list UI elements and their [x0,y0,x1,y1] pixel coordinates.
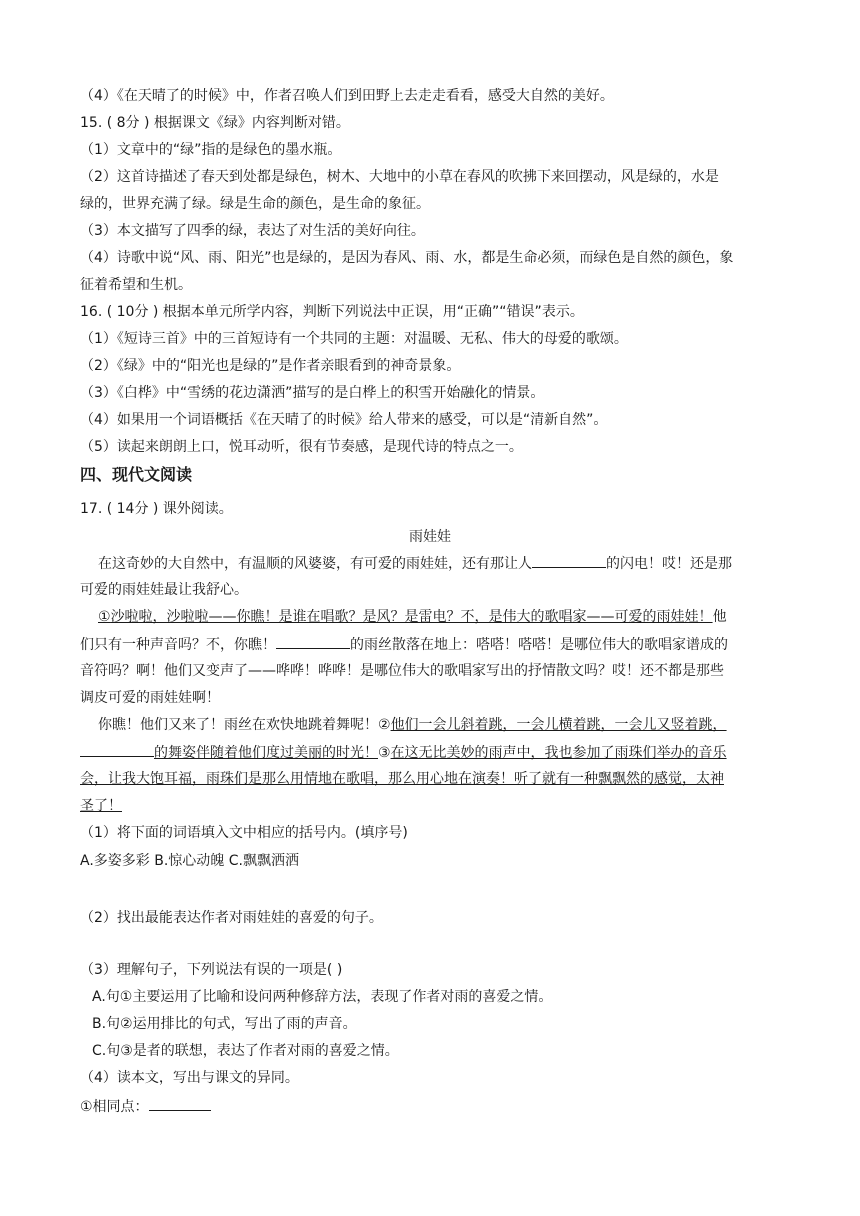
q16-item-3: （3）《白桦》中“雪绣的花边潇洒”描写的是白桦上的积雪开始融化的情景。 [80,385,545,401]
q15-item-3: （3）本文描写了四季的绿，表达了对生活的美好向往。 [80,223,425,239]
sub-question-3-option-b[interactable]: B.句②运用排比的句式，写出了雨的声音。 [92,1016,357,1032]
answer-blank[interactable] [532,553,606,568]
passage-p2-line1 [80,607,780,627]
p1-text-a: 在这奇妙的大自然中，有温顺的风婆婆，有可爱的雨娃娃，还有那让人 [98,556,532,572]
sentence-2-underlined: 他们一会儿斜着跳，一会儿横着跳，一会儿又竖着跳， [390,717,727,733]
p2-text-a: 们只有一种声音吗？不，你瞧！ [80,637,276,653]
sub-question-2: （2）找出最能表达作者对雨娃娃的喜爱的句子。 [80,910,383,926]
sentence-2-underlined-cont: 的舞姿伴随着他们度过美丽的时光！ [154,745,378,761]
passage-p2-line3: 音符吗？啊！他们又变声了——哗哗！哗哗！是哪位伟大的歌唱家写出的抒情散文吗？哎！还不都是那些 [80,663,724,679]
q15-item-4: （4）诗歌中说“风、雨、阳光”也是绿的，是因为春风、雨、水，都是生命必须，而绿色是自然的颜色，象 [80,250,734,266]
q16-item-1: （1）《短诗三首》中的三首短诗有一个共同的主题：对温暖、无私、伟大的母爱的歌颂。 [80,331,628,347]
sentence-3-underlined: 在这无比美妙的雨声中，我也参加了雨珠们举办的音乐 [390,745,727,761]
answer-blank[interactable] [80,742,154,757]
p1-text-b: 的闪电！哎！还是那 [606,556,732,572]
sub-question-3-option-a[interactable]: A.句①主要运用了比喻和设问两种修辞方法，表现了作者对雨的喜爱之情。 [92,989,553,1005]
sentence-marker-2: ② [378,717,391,733]
sub-question-3: （3）理解句子，下列说法有误的一项是( ) [80,962,343,978]
passage-p2-line2 [80,634,780,655]
q15-heading: 15. ( 8分 ) 根据课文《绿》内容判断对错。 [80,115,350,131]
passage-p3-line3: 会，让我大饱耳福，雨珠们是那么用情地在歌唱，那么用心地在演奏！听了就有一种飘飘然的感觉，太神 [80,771,724,787]
sub-question-4: （4）读本文，写出与课文的异同。 [80,1070,299,1086]
p2-text-b: 的雨丝散落在地上：嗒嗒！嗒嗒！是哪位伟大的歌唱家谱成的 [350,637,728,653]
sub-question-4-a-label: ①相同点： [80,1099,149,1115]
answer-blank[interactable] [149,1096,211,1111]
sub-question-3-option-c[interactable]: C.句③是者的联想，表达了作者对雨的喜爱之情。 [92,1043,399,1059]
p3-text-a: 你瞧！他们又来了！雨丝在欢快地跳着舞呢！ [98,717,378,733]
passage-p1-line1 [80,553,780,574]
passage-p3-line1 [80,715,780,735]
q15-item-4-cont: 征着希望和生机。 [80,277,192,293]
sentence-marker-3: ③ [378,745,391,761]
sentence-1-underlined: 沙啦啦，沙啦啦——你瞧！是谁在唱歌？是风？是雷电？不，是伟大的歌唱家——可爱的雨娃娃！ [110,609,713,625]
q14-item-4: （4）《在天晴了的时候》中，作者召唤人们到田野上去走走看看，感受大自然的美好。 [80,88,614,104]
passage-title: 雨娃娃 [409,529,451,545]
q16-item-4: （4）如果用一个词语概括《在天晴了的时候》给人带来的感受，可以是“清新自然”。 [80,412,608,428]
passage-p2-line4: 调皮可爱的雨娃娃啊！ [80,690,220,706]
passage-p3-line4: 圣了！ [80,798,122,814]
q15-item-1: （1）文章中的“绿”指的是绿色的墨水瓶。 [80,142,342,158]
sub-question-1: （1）将下面的词语填入文中相应的括号内。(填序号) [80,825,408,841]
q15-item-2-cont: 绿的，世界充满了绿。绿是生命的颜色，是生命的象征。 [80,196,430,212]
q16-item-2: （2）《绿》中的“阳光也是绿的”是作者亲眼看到的神奇景象。 [80,358,461,374]
passage-p1-line2: 可爱的雨娃娃最让我舒心。 [80,582,248,598]
q17-heading: 17. ( 14分 ) 课外阅读。 [80,501,233,517]
q16-heading: 16. ( 10分 ) 根据本单元所学内容，判断下列说法中正误，用“正确”“错误”表示。 [80,304,584,320]
sub-question-4-a [80,1096,780,1117]
sub-question-1-options: A.多姿多彩 B.惊心动魄 C.飘飘洒洒 [80,853,299,869]
p2-tail: 他 [712,609,727,625]
q16-item-5: （5）读起来朗朗上口，悦耳动听，很有节奏感，是现代诗的特点之一。 [80,439,523,455]
section-heading: 四、现代文阅读 [80,465,193,484]
q15-item-2: （2）这首诗描述了春天到处都是绿色，树木、大地中的小草在春风的吹拂下来回摆动，风是绿的，水是 [80,169,719,185]
answer-blank[interactable] [276,634,350,649]
passage-p3-line2 [80,742,780,763]
sentence-marker-1: ① [98,609,111,625]
